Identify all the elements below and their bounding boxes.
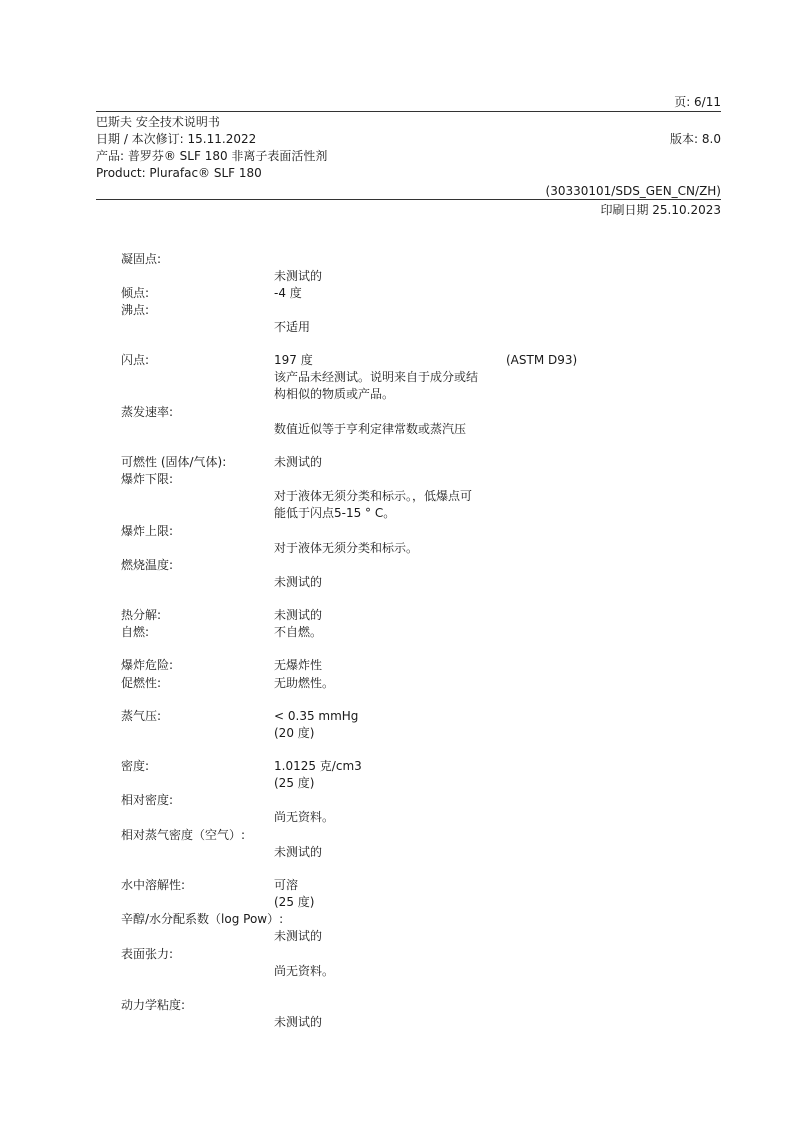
property-label: 促燃性: (121, 676, 162, 690)
revision-date: 日期 / 本次修订: 15.11.2022 (96, 132, 257, 146)
print-date: 印刷日期 25.10.2023 (600, 203, 721, 217)
property-value: 能低于闪点5-15 ° C。 (274, 506, 396, 520)
property-value: 数值近似等于亨利定律常数或蒸汽压 (274, 422, 467, 436)
property-label: 自燃: (121, 625, 150, 639)
property-label: 水中溶解性: (121, 878, 186, 892)
property-label: 相对蒸气密度（空气）: (121, 828, 246, 842)
property-value: 可溶 (274, 878, 299, 892)
property-value: 未测试的 (274, 269, 323, 283)
property-value: -4 度 (274, 286, 302, 300)
property-value: 对于液体无须分类和标示。，低爆点可 (274, 489, 473, 503)
property-value: 不自燃。 (274, 625, 323, 639)
property-value: 无爆炸性 (274, 658, 323, 672)
property-label: 爆炸上限: (121, 524, 174, 538)
property-label: 辛醇/水分配系数（log Pow）: (121, 912, 284, 926)
property-label: 闪点: (121, 353, 150, 367)
product-name-cn: 产品: 普罗芬® SLF 180 非离子表面活性剂 (96, 149, 328, 163)
property-value: (25 度) (274, 895, 315, 909)
document-title: 巴斯夫 安全技术说明书 (96, 115, 220, 129)
property-label: 可燃性 (固体/气体): (121, 455, 227, 469)
property-label: 蒸气压: (121, 709, 162, 723)
property-label: 燃烧温度: (121, 558, 174, 572)
property-value: 未测试的 (274, 1015, 323, 1029)
property-label: 倾点: (121, 286, 150, 300)
document-code: (30330101/SDS_GEN_CN/ZH) (545, 184, 721, 198)
property-label: 密度: (121, 759, 150, 773)
property-value: 1.0125 克/cm3 (274, 759, 362, 773)
property-label: 热分解: (121, 608, 162, 622)
property-value: 未测试的 (274, 455, 323, 469)
property-value: 不适用 (274, 320, 311, 334)
property-label: 动力学粘度: (121, 998, 186, 1012)
page-number: 页: 6/11 (674, 95, 721, 109)
property-label: 相对密度: (121, 793, 174, 807)
property-value: 未测试的 (274, 608, 323, 622)
property-value: 尚无资料。 (274, 810, 335, 824)
property-value: (20 度) (274, 726, 315, 740)
property-value: 无助燃性。 (274, 676, 335, 690)
property-label: 蒸发速率: (121, 405, 174, 419)
property-value: 未测试的 (274, 929, 323, 943)
property-label: 沸点: (121, 303, 150, 317)
product-name-en: Product: Plurafac® SLF 180 (96, 166, 262, 180)
property-label: 爆炸危险: (121, 658, 174, 672)
header-bottom-rule (96, 199, 721, 200)
property-label: 表面张力: (121, 947, 174, 961)
property-value: 对于液体无须分类和标示。 (274, 541, 419, 555)
property-value: 尚无资料。 (274, 964, 335, 978)
property-label: 凝固点: (121, 252, 162, 266)
property-value: 未测试的 (274, 575, 323, 589)
property-value: (25 度) (274, 776, 315, 790)
property-value: 构相似的物质或产品。 (274, 387, 395, 401)
property-value: 该产品未经测试。说明来自于成分或结 (274, 370, 479, 384)
header-top-rule (96, 111, 721, 112)
property-value: < 0.35 mmHg (274, 709, 359, 723)
version-number: 版本: 8.0 (670, 132, 721, 146)
property-label: 爆炸下限: (121, 472, 174, 486)
property-value: 197 度 (274, 353, 313, 367)
property-value: 未测试的 (274, 845, 323, 859)
test-method-reference: (ASTM D93) (506, 353, 578, 367)
